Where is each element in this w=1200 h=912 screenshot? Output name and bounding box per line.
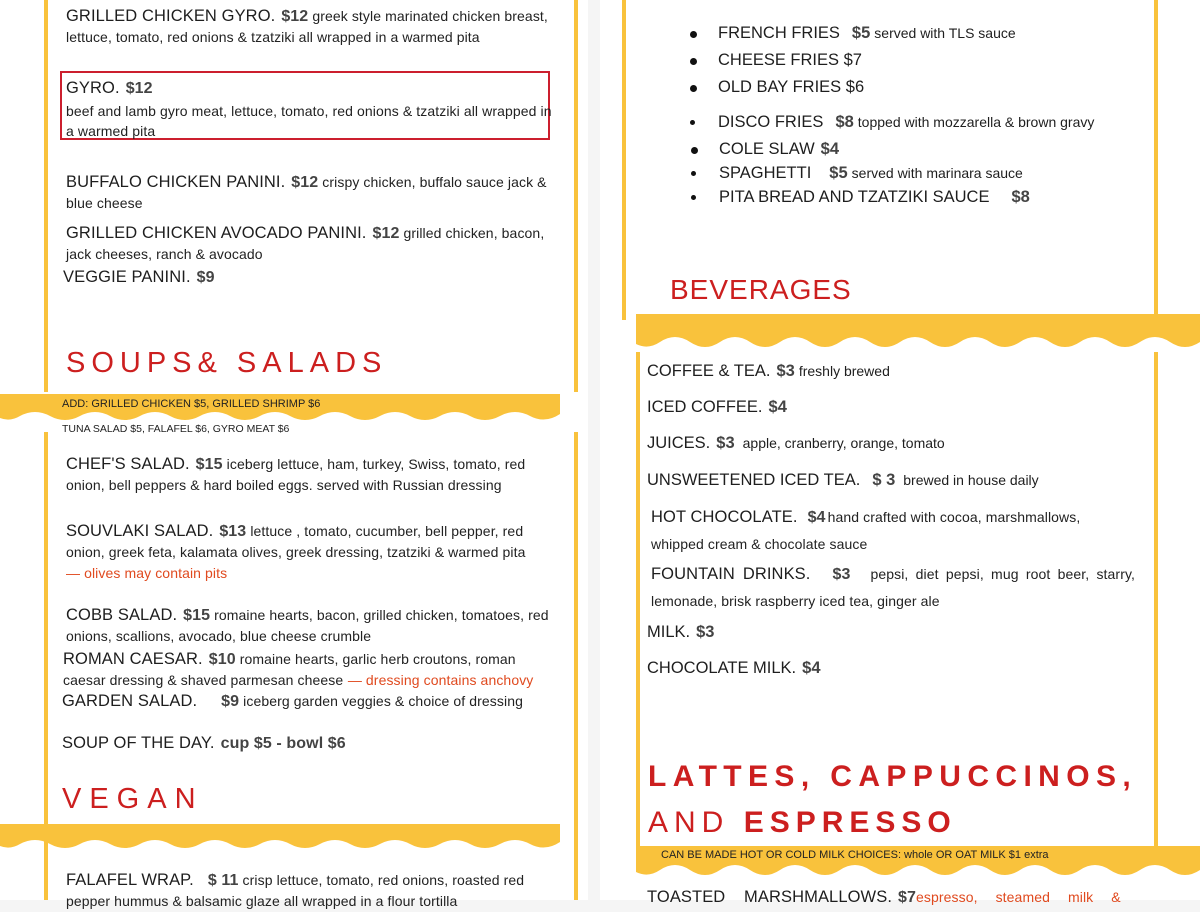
item-price: $15 — [195, 456, 223, 473]
beverage-item-coffee-tea — [647, 358, 890, 384]
item-name: SPAGHETTI — [719, 164, 812, 182]
bullet-icon — [690, 85, 697, 92]
menu-item-grilled-chicken-avocado-panini — [66, 223, 556, 265]
item-description: espresso, steamed milk & — [916, 889, 1121, 905]
item-description: iceberg garden veggies & choice of dressing — [243, 693, 523, 709]
item-name: GRILLED CHICKEN AVOCADO PANINI. — [66, 224, 367, 242]
lattes-milk-options: CAN BE MADE HOT OR COLD MILK CHOICES: whole OR OAT MILK $1 extra — [661, 849, 1049, 861]
heading-espresso: ESPRESSO — [743, 806, 957, 839]
side-item-spaghetti — [719, 164, 1023, 183]
item-name: ICED COFFEE. — [647, 398, 763, 416]
menu-item-falafel-wrap — [66, 870, 552, 912]
right-page-right-rule — [1154, 0, 1158, 318]
item-price: $9 — [196, 269, 215, 286]
menu-item-chefs-salad — [66, 454, 552, 496]
item-price: $3 — [832, 566, 851, 583]
item-description: crisp lettuce, tomato, red onions, roasted red pepper hummus & balsamic glaze all wrapped in a flour tortilla — [66, 872, 525, 909]
item-price: $ 3 — [872, 471, 896, 489]
section-heading-beverages: BEVERAGES — [670, 274, 852, 305]
item-description: greek style marinated chicken breast, lettuce, tomato, red onions & tzatziki all wrapped in a warmed pita — [66, 8, 548, 45]
section-heading-soups-salads: SOUPS& SALADS — [66, 347, 388, 379]
item-description: brewed in house daily — [903, 472, 1039, 488]
wavy-band-shape — [0, 820, 560, 856]
item-description: served with TLS sauce — [874, 25, 1016, 41]
left-page-left-rule — [44, 0, 48, 392]
item-description: hand crafted with cocoa, marshmallows, whipped cream & chocolate sauce — [651, 509, 1081, 552]
bullet-icon — [690, 31, 697, 38]
menu-item-roman-caesar — [63, 649, 552, 691]
item-price: $4 — [768, 398, 787, 416]
item-name: COBB SALAD. — [66, 606, 178, 624]
item-price: cup $5 - bowl $6 — [220, 735, 346, 752]
item-description: topped with mozzarella & brown gravy — [857, 114, 1095, 130]
beverage-item-unsweetened-iced-tea — [647, 467, 1039, 493]
item-name: DISCO FRIES — [718, 113, 824, 131]
section-heading-lattes: LATTES, CAPPUCCINOS, — [648, 760, 1138, 793]
item-price: $8 — [1011, 188, 1030, 206]
item-name: SOUVLAKI SALAD. — [66, 522, 214, 540]
vegan-band — [0, 820, 560, 856]
item-price: $12 — [281, 8, 309, 25]
item-name: FRENCH FRIES — [718, 24, 840, 42]
item-description: freshly brewed — [798, 363, 890, 379]
item-description: romaine hearts, garlic herb croutons, roman caesar dressing & shaved parmesan cheese — [63, 651, 516, 688]
item-name: VEGGIE PANINI. — [63, 268, 191, 286]
item-description: pepsi, diet pepsi, mug root beer, starry, lemonade, brisk raspberry iced tea, ginger ale — [651, 566, 1136, 609]
item-name: COLE SLAW — [719, 140, 815, 158]
beverage-item-hot-chocolate — [651, 504, 1135, 558]
item-name: CHEF'S SALAD. — [66, 455, 190, 473]
bullet-icon — [690, 120, 695, 125]
menu-item-veggie-panini — [63, 267, 553, 288]
left-page-right-rule — [574, 0, 578, 392]
item-price: $5 — [851, 24, 871, 42]
menu-item-garden-salad — [62, 691, 552, 712]
menu-item-gyro — [66, 78, 552, 141]
side-item-cheese-fries — [718, 51, 862, 70]
beverages-band — [636, 312, 1200, 352]
item-price: $7 — [898, 889, 916, 906]
item-name: CHEESE FRIES $7 — [718, 51, 862, 69]
item-price: $5 — [829, 164, 848, 182]
item-description: beef and lamb gyro meat, lettuce, tomato, red onions & tzatziki all wrapped in a warmed pita — [66, 103, 552, 139]
item-name: FOUNTAIN DRINKS. — [651, 565, 811, 583]
item-price: $12 — [372, 225, 400, 242]
item-name: OLD BAY FRIES $6 — [718, 78, 865, 96]
item-name: ROMAN CAESAR. — [63, 650, 203, 668]
item-name: COFFEE & TEA. — [647, 362, 771, 380]
item-name: MILK. — [647, 623, 691, 641]
item-name: SOUP OF THE DAY. — [62, 734, 215, 752]
beverage-item-juices — [647, 430, 945, 456]
menu-item-cobb-salad — [66, 605, 552, 647]
item-price: $9 — [221, 693, 240, 710]
beverage-item-iced-coffee — [647, 394, 787, 420]
item-price: $4 — [802, 659, 821, 677]
menu-item-grilled-chicken-gyro — [66, 6, 556, 48]
right-page-left-rule — [622, 0, 626, 320]
bullet-icon — [690, 58, 697, 65]
item-description: lettuce , tomato, cucumber, bell pepper, red onion, greek feta, kalamata olives, greek dressing, tzatziki & warmed pita — [66, 523, 526, 560]
item-price: $3 — [716, 434, 735, 452]
menu-item-souvlaki-salad — [66, 521, 552, 583]
item-description: grilled chicken, bacon, jack cheeses, ranch & avocado — [66, 225, 545, 262]
item-description: romaine hearts, bacon, grilled chicken, tomatoes, red onions, scallions, avocado, blue cheese crumble — [66, 607, 549, 644]
side-item-pita-bread — [719, 188, 1030, 207]
soups-addons-line-1: ADD: GRILLED CHICKEN $5, GRILLED SHRIMP $6 — [62, 398, 321, 410]
item-price: $3 — [696, 623, 715, 641]
section-heading-espresso — [648, 806, 957, 840]
menu-item-buffalo-chicken-panini — [66, 172, 556, 214]
item-name: HOT CHOCOLATE. — [651, 508, 798, 526]
side-item-disco-fries — [718, 113, 1094, 132]
side-item-french-fries — [718, 24, 1016, 43]
beverage-item-milk — [647, 619, 714, 645]
item-name: BUFFALO CHICKEN PANINI. — [66, 173, 286, 191]
wavy-band-shape — [636, 312, 1200, 352]
item-name: UNSWEETENED ICED TEA. — [647, 471, 861, 489]
bullet-icon — [691, 147, 698, 154]
bullet-icon — [691, 171, 696, 176]
item-price: $12 — [125, 80, 153, 97]
right-page-right-rule-lower — [1154, 352, 1158, 852]
item-price: $10 — [208, 651, 236, 668]
item-price: $3 — [776, 362, 795, 380]
item-description: iceberg lettuce, ham, turkey, Swiss, tomato, red onion, bell peppers & hard boiled eggs. served with Russian dressing — [66, 456, 526, 493]
item-name: TOASTED MARSHMALLOWS. — [647, 888, 892, 906]
item-price: $13 — [219, 523, 247, 540]
item-name: CHOCOLATE MILK. — [647, 659, 797, 677]
beverage-item-chocolate-milk — [647, 655, 821, 681]
item-price: $8 — [835, 113, 854, 131]
item-description: apple, cranberry, orange, tomato — [742, 435, 945, 451]
item-name: FALAFEL WRAP. — [66, 871, 194, 889]
item-name: GRILLED CHICKEN GYRO. — [66, 7, 276, 25]
item-price: $15 — [183, 607, 211, 624]
item-price: $4 — [820, 140, 840, 158]
item-price: $ 11 — [207, 872, 239, 889]
allergen-warning: — olives may contain pits — [66, 565, 228, 581]
item-price: $12 — [291, 174, 319, 191]
left-page-right-rule-lower — [574, 432, 578, 900]
section-heading-vegan: VEGAN — [62, 783, 204, 815]
item-name: JUICES. — [647, 434, 711, 452]
item-name: GYRO. — [66, 79, 120, 97]
allergen-warning: — dressing contains anchovy — [347, 672, 534, 688]
item-name: PITA BREAD AND TZATZIKI SAUCE — [719, 188, 990, 206]
menu-item-soup-of-the-day — [62, 733, 552, 754]
item-name: GARDEN SALAD. — [62, 692, 198, 710]
soups-addons-line-2: TUNA SALAD $5, FALAFEL $6, GYRO MEAT $6 — [62, 423, 290, 435]
item-price: $4 — [807, 509, 826, 526]
right-page-left-rule-lower — [636, 352, 640, 852]
item-description: served with marinara sauce — [851, 165, 1023, 181]
side-item-old-bay-fries — [718, 78, 864, 97]
heading-and: AND — [648, 806, 744, 839]
item-description: crispy chicken, buffalo sauce jack & blue cheese — [66, 174, 547, 211]
latte-item-toasted-marshmallows — [647, 887, 1137, 908]
beverage-item-fountain-drinks — [651, 561, 1135, 615]
bullet-icon — [691, 195, 696, 200]
side-item-cole-slaw — [719, 140, 839, 159]
